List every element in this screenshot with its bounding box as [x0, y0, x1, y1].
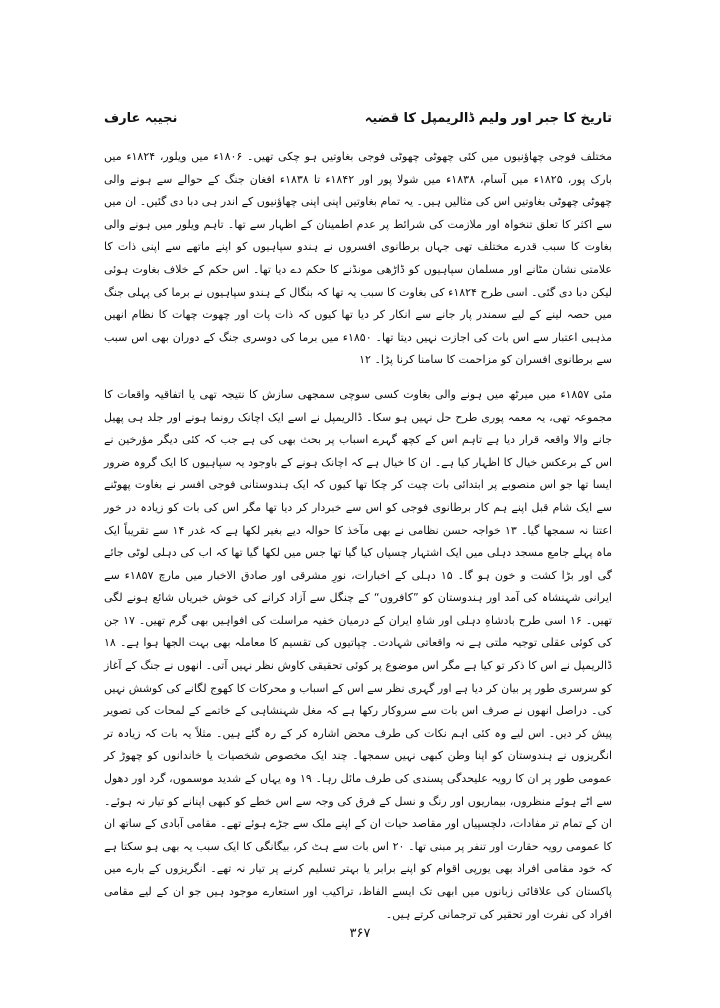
paragraph-1: مختلف فوجی چھاؤنیوں میں کئی چھوٹی چھوٹی فوجی بغاوتیں ہو چکی تھیں۔ ۱۸۰۶ء میں ویلور، ۱۸۲۴ء میں بارک پور، ۱۸۲۵ء میں آسام، ۱۸۳۸ء میں شولا پور اور ۱۸۴۲ء تا ۱۸۳۸ء افغان جنگ کے حوالے سے ہونے والی چھوٹی چھوٹی بغاوتیں اس کی مثالیں ہیں۔ یہ تمام بغاوتیں اپنی اپنی چھاؤنیوں کے اندر ہی دبا دی گئیں۔ ان میں سے اکثر کا تعلق تنخواہ اور ملازمت کی شرائط پر عدم اطمینان کے اظہار سے تھا۔ تاہم ویلور میں ہونے والی بغاوت کا سبب قدرے مختلف تھی جہاں برطانوی افسروں نے ہندو سپاہیوں کو اپنے ماتھے سے اپنی ذات کا علامتی نشان مٹانے اور مسلمان سپاہیوں کو ڈاڑھی مونڈنے کا حکم دے دیا تھا۔ اس حکم کے خلاف بغاوت ہوئی لیکن دبا دی گئی۔ اسی طرح ۱۸۲۴ء کی بغاوت کا سبب یہ تھا کہ بنگال کے ہندو سپاہیوں نے برما کی پہلی جنگ میں حصہ لینے کے لیے سمندر پار جانے سے انکار کر دیا تھا کیوں کہ ذات پات اور چھوت چھات کا نظام انھیں مذہبی اعتبار سے اس بات کی اجازت نہیں دیتا تھا۔ ۱۸۵۰ء میں برما کی دوسری جنگ کے دوران بھی اس سبب سے برطانوی افسران کو مزاحمت کا سامنا کرنا پڑا۔ ۱۲: [104, 150, 612, 367]
running-header: [104, 108, 612, 128]
page-number: ۳۶۷: [349, 926, 371, 941]
body-text: [104, 146, 612, 938]
header-title: تاریخ کا جبر اور ولیم ڈالریمپل کا قضیہ: [364, 110, 612, 126]
paragraph-2: مئی ۱۸۵۷ء میں میرٹھ میں ہونے والی بغاوت کسی سوچی سمجھی سازش کا نتیجہ تھی یا اتفاقیہ واقعات کا مجموعہ تھی، یہ معمہ پوری طرح حل نہیں ہو سکا۔ ڈالریمپل نے اسے ایک اچانک رونما ہونے اور جلد ہی پھیل جانے والا واقعہ قرار دیا ہے تاہم اس کے کچھ گہرے اسباب پر بحث بھی کی ہے جب کہ کئی دیگر مؤرخین نے اس کے برعکس خیال کا اظہار کیا ہے۔ ان کا خیال ہے کہ اچانک ہونے کے باوجود یہ سپاہیوں کا ایک گروہ ضرور ایسا تھا جو اس منصوبے پر ابتدائی بات چیت کر چکا تھا کیوں کہ ایک ہندوستانی فوجی افسر نے بغاوت پھوٹنے سے ایک شام قبل اپنے ہم کار برطانوی فوجی کو اس سے خبردار کر دیا تھا مگر اس کی بات کو زیادہ در خور اعتنا نہ سمجھا گیا۔ ۱۳ خواجہ حسن نظامی نے بھی مآخذ کا حوالہ دیے بغیر لکھا ہے کہ غدر ۱۴ سے تقریباً ایک ماہ پہلے جامع مسجد دہلی میں ایک اشتہار چسپاں کیا گیا تھا جس میں لکھا گیا تھا کہ اب کی دہلی لوٹی جائے گی اور بڑا کشت و خون ہو گا۔ ۱۵ دہلی کے اخبارات، نورِ مشرقی اور صادق الاخبار میں مارچ ۱۸۵۷ء سے ایرانی شہنشاہ کی آمد اور ہندوستان کو ”کافروں“ کے چنگل سے آزاد کرانے کی خوش خبریاں شائع ہونے لگی تھیں۔ ۱۶ اسی طرح بادشاہِ دہلی اور شاہِ ایران کے درمیان خفیہ مراسلت کی افواہیں بھی گرم تھیں۔ ۱۷ جن کی کوئی عقلی توجیہ ملتی ہے نہ واقعاتی شہادت۔ چپاتیوں کی تقسیم کا معاملہ بھی بہت الجھا ہوا ہے۔ ۱۸ ڈالریمپل نے اس کا ذکر تو کیا ہے مگر اس موضوع پر کوئی تحقیقی کاوش نظر نہیں آتی۔ انھوں نے جنگ کے آغاز کو سرسری طور پر بیان کر دیا ہے اور گہری نظر سے اس کے اسباب و محرکات کا کھوج لگانے کی کوشش نہیں کی۔ دراصل انھوں نے صرف اس بات سے سروکار رکھا ہے کہ مغل شہنشاہی کے خاتمے کے لمحات کی تصویر پیش کر دیں۔ اس لیے وہ کئی اہم نکات کی طرف محض اشارہ کر کے رہ گئے ہیں۔ مثلاً یہ بات کہ زیادہ تر انگریزوں نے ہندوستان کو اپنا وطن کبھی نہیں سمجھا۔ چند ایک مخصوص شخصیات یا خاندانوں کو چھوڑ کر عمومی طور پر ان کا رویہ علیحدگی پسندی کی طرف مائل رہا۔ ۱۹ وہ یہاں کے شدید موسموں، گرد اور دھول سے اٹے ہوئے منظروں، بیماریوں اور رنگ و نسل کے فرق کی وجہ سے اس خطے کو کبھی اپنانے کو تیار نہ ہوئے۔ ان کے تمام تر مفادات، دلچسپیاں اور مقاصد حیات ان کے اپنے ملک سے جڑے ہوئے تھے۔ مقامی آبادی کے ساتھ ان کا عمومی رویہ حقارت اور تنفر پر مبنی تھا۔ ۲۰ اس بات سے ہٹ کر، بیگانگی کا ایک سبب یہ بھی ہو سکتا ہے کہ خود مقامی افراد بھی یورپی اقوام کو اپنے برابر یا بہتر تسلیم کرنے پر تیار نہ تھے۔ انگریزوں کے بارے میں پاکستان کی علاقائی زبانوں میں ابھی تک ایسے الفاظ، تراکیب اور استعارے موجود ہیں جو ان کے لیے مقامی افراد کی نفرت اور تحقیر کی ترجمانی کرتے ہیں۔: [104, 387, 612, 921]
header-author: نجیبہ عارف: [104, 110, 178, 126]
